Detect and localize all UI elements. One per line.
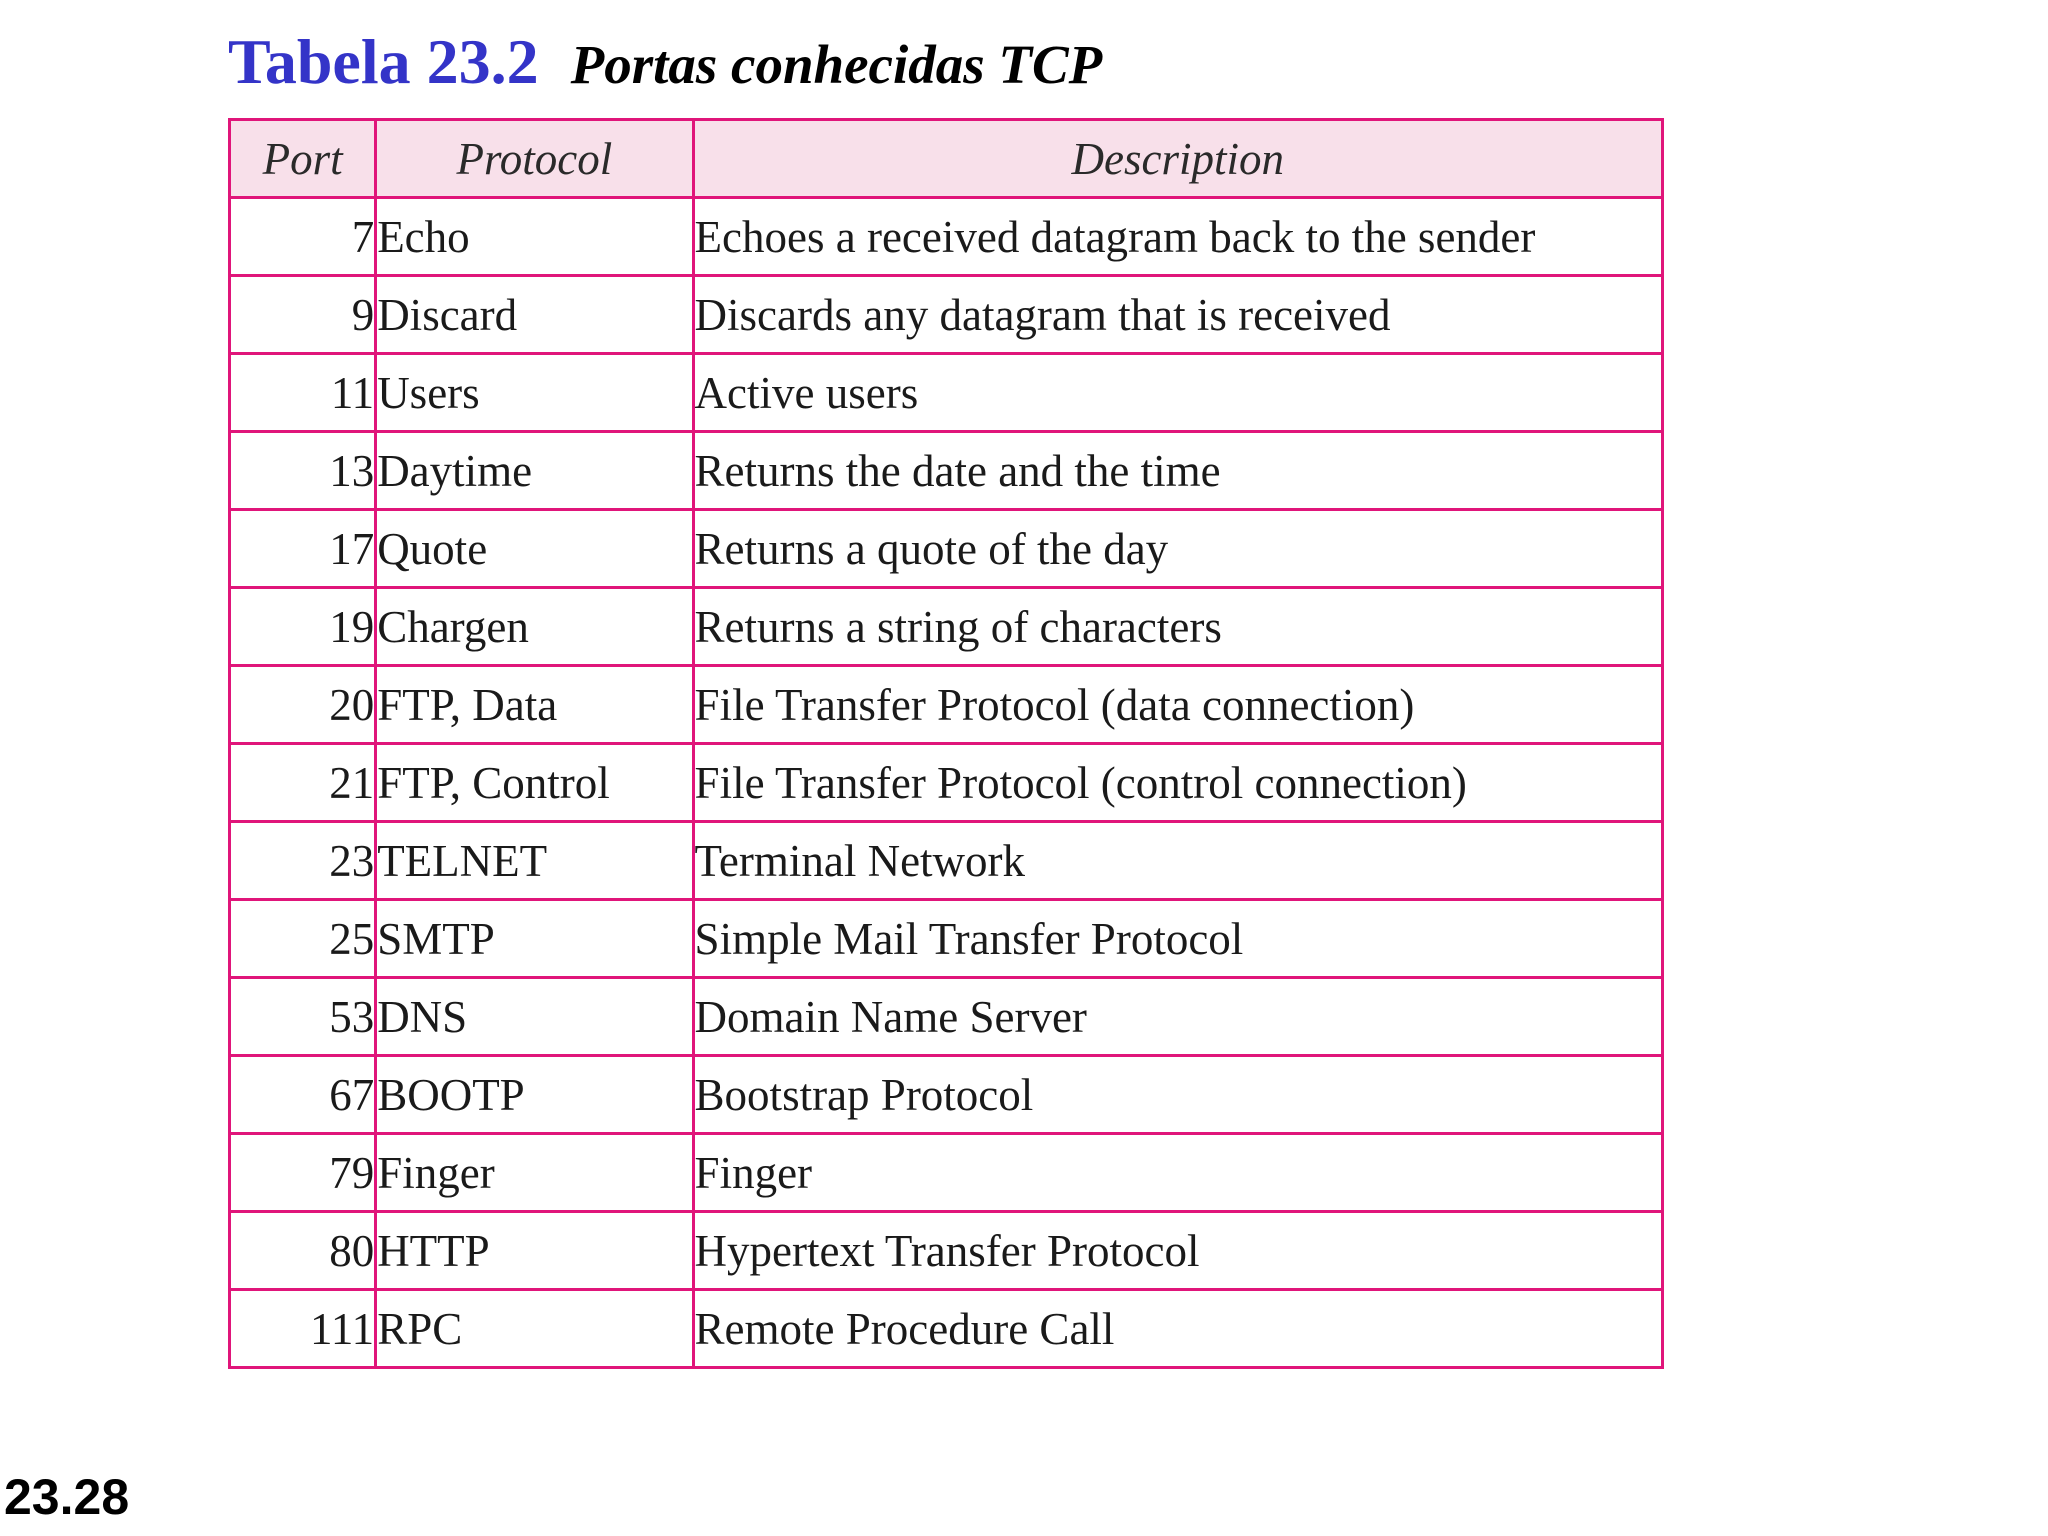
description-cell: Remote Procedure Call [693, 1290, 1662, 1368]
port-cell: 17 [230, 510, 376, 588]
table-row [230, 1290, 1663, 1368]
description-cell: File Transfer Protocol (data connection) [693, 666, 1662, 744]
description-cell: Hypertext Transfer Protocol [693, 1212, 1662, 1290]
table-row [230, 354, 1663, 432]
description-cell: Returns the date and the time [693, 432, 1662, 510]
table-title: Portas conhecidas TCP [570, 34, 1103, 95]
port-cell: 23 [230, 822, 376, 900]
protocol-cell: SMTP [376, 900, 693, 978]
protocol-cell: HTTP [376, 1212, 693, 1290]
description-cell: Returns a quote of the day [693, 510, 1662, 588]
protocol-cell: BOOTP [376, 1056, 693, 1134]
table-row [230, 1056, 1663, 1134]
description-cell: Bootstrap Protocol [693, 1056, 1662, 1134]
header-row [230, 120, 1663, 198]
table-caption [228, 26, 1103, 97]
table-row [230, 510, 1663, 588]
table-row [230, 1134, 1663, 1212]
table-row [230, 744, 1663, 822]
protocol-cell: Finger [376, 1134, 693, 1212]
description-cell: Returns a string of characters [693, 588, 1662, 666]
header-description: Description [693, 120, 1662, 198]
header-port: Port [230, 120, 376, 198]
description-cell: File Transfer Protocol (control connection) [693, 744, 1662, 822]
table-row [230, 1212, 1663, 1290]
table-row [230, 198, 1663, 276]
port-cell: 21 [230, 744, 376, 822]
port-cell: 53 [230, 978, 376, 1056]
description-cell: Terminal Network [693, 822, 1662, 900]
protocol-cell: Quote [376, 510, 693, 588]
protocol-cell: DNS [376, 978, 693, 1056]
header-protocol: Protocol [376, 120, 693, 198]
tcp-ports-table [228, 118, 1664, 1369]
port-cell: 9 [230, 276, 376, 354]
port-cell: 13 [230, 432, 376, 510]
protocol-cell: RPC [376, 1290, 693, 1368]
description-cell: Simple Mail Transfer Protocol [693, 900, 1662, 978]
protocol-cell: TELNET [376, 822, 693, 900]
port-cell: 11 [230, 354, 376, 432]
protocol-cell: FTP, Control [376, 744, 693, 822]
description-cell: Discards any datagram that is received [693, 276, 1662, 354]
port-cell: 67 [230, 1056, 376, 1134]
table-row [230, 588, 1663, 666]
port-cell: 79 [230, 1134, 376, 1212]
protocol-cell: Daytime [376, 432, 693, 510]
description-cell: Active users [693, 354, 1662, 432]
table-row [230, 432, 1663, 510]
protocol-cell: Chargen [376, 588, 693, 666]
description-cell: Finger [693, 1134, 1662, 1212]
table-row [230, 900, 1663, 978]
protocol-cell: Echo [376, 198, 693, 276]
port-cell: 19 [230, 588, 376, 666]
protocol-cell: Users [376, 354, 693, 432]
protocol-cell: FTP, Data [376, 666, 693, 744]
port-cell: 25 [230, 900, 376, 978]
description-cell: Echoes a received datagram back to the sender [693, 198, 1662, 276]
protocol-cell: Discard [376, 276, 693, 354]
table-number: Tabela 23.2 [228, 26, 539, 97]
table-row [230, 822, 1663, 900]
port-cell: 7 [230, 198, 376, 276]
description-cell: Domain Name Server [693, 978, 1662, 1056]
table-row [230, 276, 1663, 354]
slide-number: 23.28 [4, 1469, 130, 1525]
table-row [230, 666, 1663, 744]
port-cell: 111 [230, 1290, 376, 1368]
port-cell: 20 [230, 666, 376, 744]
port-cell: 80 [230, 1212, 376, 1290]
table-row [230, 978, 1663, 1056]
